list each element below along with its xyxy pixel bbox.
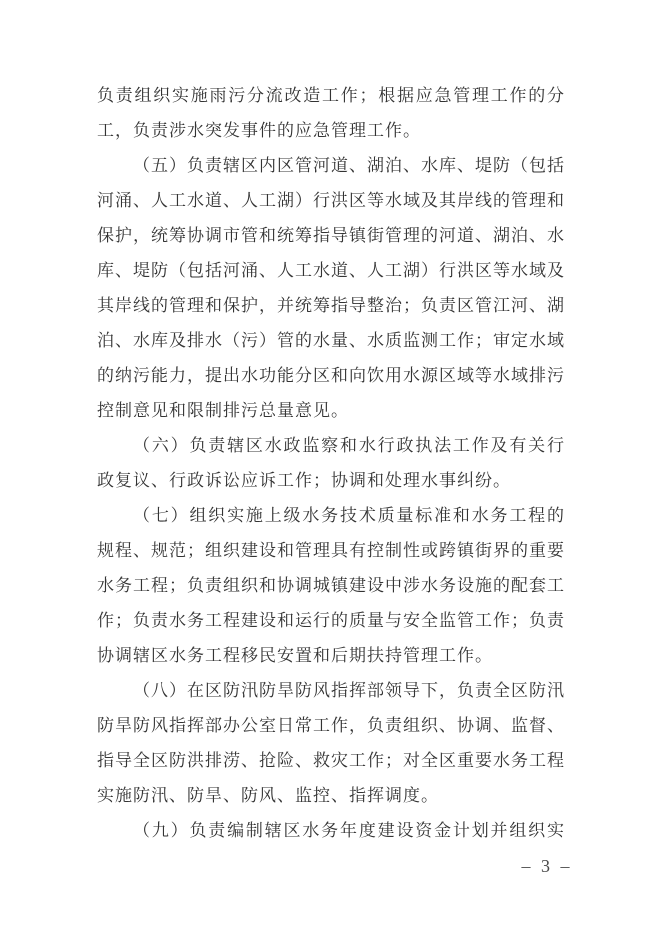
text-line: 协调辖区水务工程移民安置和后期扶持管理工作。 — [97, 646, 493, 665]
text-line: 工，负责涉水突发事件的应急管理工作。 — [97, 121, 421, 140]
document-body — [97, 78, 565, 848]
page-number: – 3 – — [521, 856, 573, 876]
text-line: 政复议、行政诉讼应诉工作；协调和处理水事纠纷。 — [97, 471, 511, 490]
text-line: 实施防汛、防旱、防风、监控、指挥调度。 — [97, 786, 439, 805]
text-line: （五）负责辖区内区管河道、湖泊、水库、堤防（包括 — [133, 156, 565, 175]
text-line: 保护，统筹协调市管和统筹指导镇街管理的河道、湖泊、水 — [97, 226, 565, 245]
text-line: 防旱防风指挥部办公室日常工作，负责组织、协调、监督、 — [97, 716, 565, 735]
text-line: 指导全区防洪排涝、抢险、救灾工作；对全区重要水务工程 — [97, 751, 565, 770]
text-line: 的纳污能力，提出水功能分区和向饮用水源区域等水域排污 — [97, 366, 565, 385]
text-line: 其岸线的管理和保护，并统筹指导整治；负责区管江河、湖 — [97, 296, 565, 315]
text-line: （七）组织实施上级水务技术质量标准和水务工程的 — [133, 506, 565, 525]
text-line: 控制意见和限制排污总量意见。 — [97, 401, 349, 420]
text-line: （八）在区防汛防旱防风指挥部领导下，负责全区防汛 — [133, 681, 565, 700]
text-line: 水务工程；负责组织和协调城镇建设中涉水务设施的配套工 — [97, 576, 565, 595]
text-line: 河涌、人工水道、人工湖）行洪区等水域及其岸线的管理和 — [97, 191, 565, 210]
text-line: 规程、规范；组织建设和管理具有控制性或跨镇街界的重要 — [97, 541, 565, 560]
text-line: 库、堤防（包括河涌、人工水道、人工湖）行洪区等水域及 — [97, 261, 565, 280]
text-line: （九）负责编制辖区水务年度建设资金计划并组织实 — [133, 821, 565, 840]
text-line: 作；负责水务工程建设和运行的质量与安全监管工作；负责 — [97, 611, 565, 630]
text-line: 负责组织实施雨污分流改造工作；根据应急管理工作的分 — [97, 86, 565, 105]
text-line: （六）负责辖区水政监察和水行政执法工作及有关行 — [133, 436, 565, 455]
text-line: 泊、水库及排水（污）管的水量、水质监测工作；审定水域 — [97, 331, 565, 350]
